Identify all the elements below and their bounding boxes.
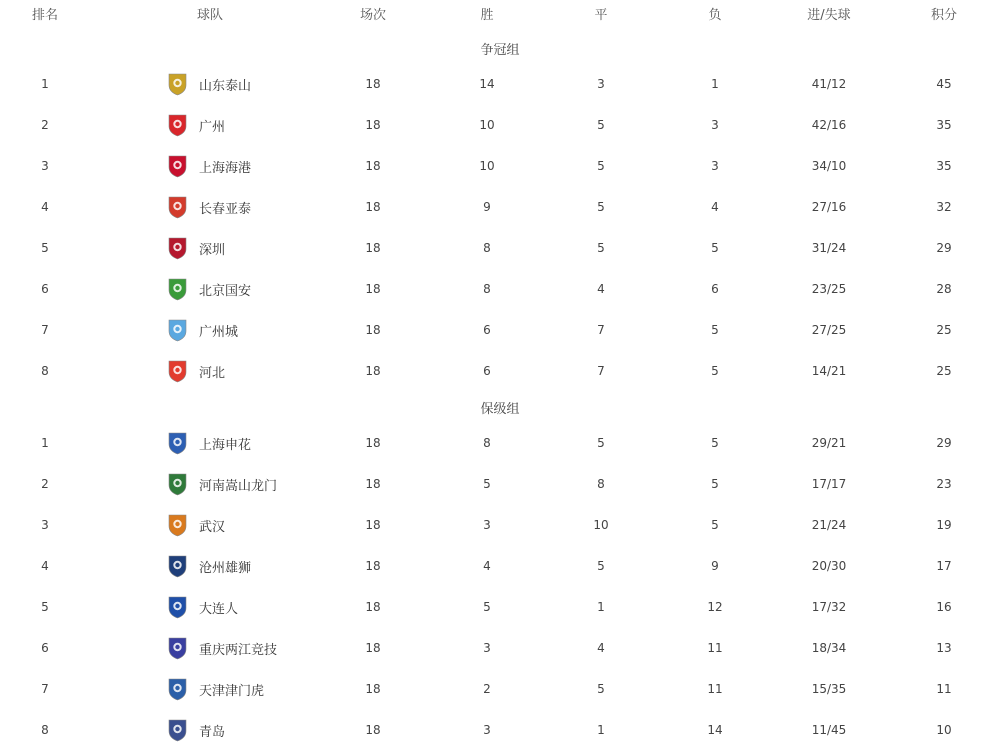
team-name[interactable]: 河南嵩山龙门 [199, 478, 278, 494]
played-cell: 18 [365, 364, 381, 378]
team-cell[interactable] [167, 550, 251, 582]
rank-cell: 7 [41, 323, 49, 337]
team-name[interactable]: 上海海港 [199, 160, 252, 176]
goals-cell: 27/25 [811, 323, 847, 337]
played-cell: 18 [365, 200, 381, 214]
wins-cell: 5 [483, 477, 491, 491]
group-title: 保级组 [480, 402, 520, 417]
rank-cell: 4 [41, 200, 49, 214]
losses-cell: 14 [707, 723, 723, 737]
goals-cell: 21/24 [811, 518, 847, 532]
wins-cell: 9 [483, 200, 491, 214]
points-cell: 11 [936, 682, 952, 696]
losses-cell: 5 [711, 364, 719, 378]
goals-cell: 17/32 [811, 600, 847, 614]
wins-cell: 6 [483, 323, 491, 337]
team-cell[interactable] [167, 468, 277, 500]
table-row[interactable] [0, 673, 1000, 705]
table-row[interactable] [0, 427, 1000, 459]
losses-cell: 12 [707, 600, 723, 614]
tianjin-jinmen-tiger-logo-icon [167, 677, 188, 701]
table-row[interactable] [0, 509, 1000, 541]
draws-cell: 5 [597, 559, 605, 573]
rank-cell: 8 [41, 364, 49, 378]
draws-cell: 7 [597, 364, 605, 378]
played-cell: 18 [365, 477, 381, 491]
team-name[interactable]: 广州 [199, 119, 226, 135]
draws-cell: 5 [597, 682, 605, 696]
wins-cell: 8 [483, 436, 491, 450]
points-cell: 25 [936, 323, 952, 337]
draws-cell: 5 [597, 241, 605, 255]
draws-cell: 10 [593, 518, 609, 532]
rank-cell: 6 [41, 282, 49, 296]
played-cell: 18 [365, 641, 381, 655]
team-cell[interactable] [167, 232, 225, 264]
played-cell: 18 [365, 682, 381, 696]
team-name[interactable]: 长春亚泰 [199, 201, 252, 217]
header-points: 积分 [930, 8, 958, 23]
chongqing-liangjiang-logo-icon [167, 636, 188, 660]
team-cell[interactable] [167, 355, 225, 387]
points-cell: 23 [936, 477, 952, 491]
goals-cell: 20/30 [811, 559, 847, 573]
points-cell: 19 [936, 518, 952, 532]
table-row[interactable] [0, 468, 1000, 500]
rank-cell: 3 [41, 518, 49, 532]
header-goals: 进/失球 [807, 8, 851, 23]
team-name[interactable]: 深圳 [199, 242, 226, 258]
points-cell: 29 [936, 436, 952, 450]
draws-cell: 4 [597, 282, 605, 296]
header-draws: 平 [594, 8, 608, 23]
goals-cell: 15/35 [811, 682, 847, 696]
team-cell[interactable] [167, 591, 238, 623]
team-cell[interactable] [167, 673, 264, 705]
standings-header [0, 0, 1000, 24]
team-name[interactable]: 重庆两江竞技 [199, 642, 278, 658]
goals-cell: 31/24 [811, 241, 847, 255]
goals-cell: 17/17 [811, 477, 847, 491]
team-cell[interactable] [167, 273, 251, 305]
draws-cell: 5 [597, 118, 605, 132]
table-row[interactable] [0, 550, 1000, 582]
goals-cell: 18/34 [811, 641, 847, 655]
goals-cell: 42/16 [811, 118, 847, 132]
header-played: 场次 [359, 8, 387, 23]
draws-cell: 5 [597, 159, 605, 173]
goals-cell: 29/21 [811, 436, 847, 450]
team-cell[interactable] [167, 509, 225, 541]
beijing-guoan-logo-icon [167, 277, 188, 301]
wins-cell: 3 [483, 518, 491, 532]
played-cell: 18 [365, 518, 381, 532]
losses-cell: 6 [711, 282, 719, 296]
losses-cell: 5 [711, 436, 719, 450]
shanghai-port-logo-icon [167, 154, 188, 178]
team-name[interactable]: 广州城 [199, 324, 239, 340]
table-row[interactable] [0, 68, 1000, 100]
team-cell[interactable] [167, 191, 251, 223]
played-cell: 18 [365, 241, 381, 255]
goals-cell: 27/16 [811, 200, 847, 214]
rank-cell: 1 [41, 77, 49, 91]
played-cell: 18 [365, 723, 381, 737]
played-cell: 18 [365, 559, 381, 573]
losses-cell: 5 [711, 323, 719, 337]
rank-cell: 2 [41, 477, 49, 491]
table-row[interactable] [0, 714, 1000, 746]
team-cell[interactable] [167, 150, 251, 182]
goals-cell: 11/45 [811, 723, 847, 737]
wins-cell: 10 [479, 159, 495, 173]
losses-cell: 5 [711, 241, 719, 255]
header-losses: 负 [708, 8, 722, 23]
draws-cell: 5 [597, 436, 605, 450]
losses-cell: 3 [711, 118, 719, 132]
rank-cell: 5 [41, 241, 49, 255]
points-cell: 29 [936, 241, 952, 255]
points-cell: 28 [936, 282, 952, 296]
points-cell: 35 [936, 118, 952, 132]
draws-cell: 5 [597, 200, 605, 214]
points-cell: 10 [936, 723, 952, 737]
rank-cell: 3 [41, 159, 49, 173]
points-cell: 25 [936, 364, 952, 378]
rank-cell: 7 [41, 682, 49, 696]
shanghai-shenhua-logo-icon [167, 431, 188, 455]
points-cell: 16 [936, 600, 952, 614]
wins-cell: 3 [483, 641, 491, 655]
losses-cell: 11 [707, 641, 723, 655]
wins-cell: 10 [479, 118, 495, 132]
dalian-pro-logo-icon [167, 595, 188, 619]
table-row[interactable] [0, 232, 1000, 264]
draws-cell: 7 [597, 323, 605, 337]
losses-cell: 1 [711, 77, 719, 91]
goals-cell: 23/25 [811, 282, 847, 296]
header-rank: 排名 [31, 8, 59, 23]
group-title: 争冠组 [480, 43, 520, 58]
team-name[interactable]: 沧州雄狮 [199, 560, 252, 576]
draws-cell: 1 [597, 600, 605, 614]
played-cell: 18 [365, 323, 381, 337]
draws-cell: 4 [597, 641, 605, 655]
rank-cell: 4 [41, 559, 49, 573]
team-cell[interactable] [167, 427, 251, 459]
wins-cell: 6 [483, 364, 491, 378]
rank-cell: 5 [41, 600, 49, 614]
points-cell: 35 [936, 159, 952, 173]
team-name[interactable]: 大连人 [199, 601, 239, 617]
played-cell: 18 [365, 118, 381, 132]
team-cell[interactable] [167, 632, 277, 664]
team-name[interactable]: 天津津门虎 [199, 683, 265, 699]
team-name[interactable]: 山东泰山 [199, 78, 252, 94]
team-cell[interactable] [167, 68, 251, 100]
team-cell[interactable] [167, 314, 238, 346]
draws-cell: 1 [597, 723, 605, 737]
wins-cell: 4 [483, 559, 491, 573]
wins-cell: 14 [479, 77, 495, 91]
table-row[interactable] [0, 109, 1000, 141]
team-name[interactable]: 北京国安 [199, 283, 252, 299]
table-row[interactable] [0, 191, 1000, 223]
team-name[interactable]: 青岛 [199, 724, 226, 740]
wuhan-logo-icon [167, 513, 188, 537]
goals-cell: 41/12 [811, 77, 847, 91]
guangzhou-city-logo-icon [167, 318, 188, 342]
points-cell: 32 [936, 200, 952, 214]
losses-cell: 5 [711, 518, 719, 532]
team-name[interactable]: 河北 [199, 365, 226, 381]
table-row[interactable] [0, 150, 1000, 182]
wins-cell: 3 [483, 723, 491, 737]
hebei-logo-icon [167, 359, 188, 383]
table-row[interactable] [0, 591, 1000, 623]
wins-cell: 5 [483, 600, 491, 614]
goals-cell: 34/10 [811, 159, 847, 173]
table-row[interactable] [0, 632, 1000, 664]
played-cell: 18 [365, 159, 381, 173]
team-name[interactable]: 上海申花 [199, 437, 252, 453]
goals-cell: 14/21 [811, 364, 847, 378]
draws-cell: 8 [597, 477, 605, 491]
table-row[interactable] [0, 314, 1000, 346]
wins-cell: 8 [483, 241, 491, 255]
losses-cell: 9 [711, 559, 719, 573]
losses-cell: 11 [707, 682, 723, 696]
changchun-yatai-logo-icon [167, 195, 188, 219]
rank-cell: 1 [41, 436, 49, 450]
header-team: 球队 [196, 8, 224, 23]
played-cell: 18 [365, 282, 381, 296]
qingdao-logo-icon [167, 718, 188, 742]
wins-cell: 8 [483, 282, 491, 296]
henan-songshan-longmen-logo-icon [167, 472, 188, 496]
shenzhen-logo-icon [167, 236, 188, 260]
shandong-taishan-logo-icon [167, 72, 188, 96]
team-cell[interactable] [167, 109, 225, 141]
played-cell: 18 [365, 600, 381, 614]
cangzhou-lions-logo-icon [167, 554, 188, 578]
team-name[interactable]: 武汉 [199, 519, 226, 535]
losses-cell: 4 [711, 200, 719, 214]
rank-cell: 6 [41, 641, 49, 655]
points-cell: 17 [936, 559, 952, 573]
draws-cell: 3 [597, 77, 605, 91]
table-row[interactable] [0, 355, 1000, 387]
losses-cell: 5 [711, 477, 719, 491]
losses-cell: 3 [711, 159, 719, 173]
header-wins: 胜 [480, 8, 494, 23]
table-row[interactable] [0, 273, 1000, 305]
played-cell: 18 [365, 436, 381, 450]
team-cell[interactable] [167, 714, 225, 746]
points-cell: 45 [936, 77, 952, 91]
guangzhou-logo-icon [167, 113, 188, 137]
rank-cell: 2 [41, 118, 49, 132]
wins-cell: 2 [483, 682, 491, 696]
played-cell: 18 [365, 77, 381, 91]
points-cell: 13 [936, 641, 952, 655]
rank-cell: 8 [41, 723, 49, 737]
